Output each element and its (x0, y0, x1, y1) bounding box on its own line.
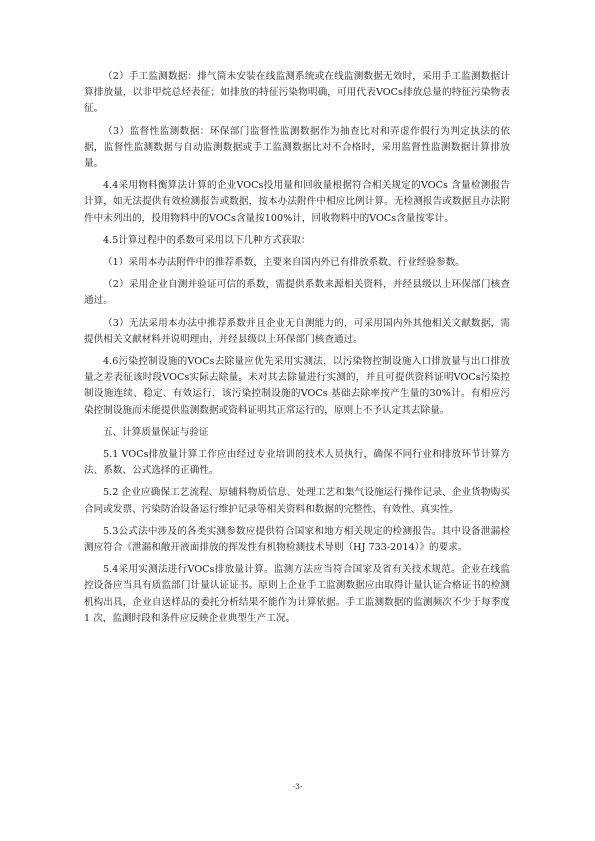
page-body (84, 69, 510, 633)
page-number: -3- (292, 782, 303, 791)
paragraph-5-2: 5.2 企业应确保工艺流程、原辅料物质信息、处理工艺和集气设施运行操作记录、企业货物购买合同或发票、污染防治设备运行维护记录等相关资料和数据的完整性、有效性、真实性。 (84, 487, 510, 515)
paragraph-5-1: 5.1 VOCs排放量计算工作应由经过专业培训的技术人员执行，确保不同行业和排放环节计算方法、系数、公式选择的正确性。 (84, 449, 510, 477)
paragraph-4-4: 4.4采用物料衡算法计算的企业VOCs投用量和回收量根据符合相关规定的VOCs 含量检测报告计算，如无法提供有效检测报告或数据，按本办法附件中相应比例计算。无检测报告或数据且办法附件中未列出的，投用物料中的VOCs含量按100%计，回收物料中的VOCs含量按零计。 (84, 180, 510, 224)
paragraph-4-5-item-3: （3）无法采用本办法中推荐系数并且企业无自测能力的，可采用国内外其他相关文献数据，需提供相关文献材料并说明理由，并经县级以上环保部门核查通过。 (84, 317, 510, 345)
section-heading: 五、计算质量保证与验证 (103, 426, 209, 438)
paragraph-supervisory-monitoring: （3）监督性监测数据：环保部门监督性监测数据作为抽查比对和弄虚作假行为判定执法的依据，监督性监测数据与自动监测数据或手工监测数据比对不合格时，采用监督性监测数据计算排放量。 (84, 125, 510, 170)
paragraph-4-5-item-2: （2）采用企业自测并验证可信的系数，需提供系数来源相关资料，并经县级以上环保部门核查通过。 (84, 279, 510, 307)
paragraph-5-4: 5.4采用实测法进行VOCs排放量计算。监测方法应当符合国家及省有关技术规范。企业在线监控设备应当具有质监部门计量认证证书。原则上企业手工监测数据应由取得计量认证合格证书的检测机构出具，企业自送样品的委托分析结果不能作为计算依据。手工监测数据的监测频次不少于每季度1 次，监测时段和条件应反映企业典型生产工况。 (84, 564, 510, 624)
paragraph-4-6: 4.6污染控制设施的VOCs去除量应优先采用实测法，以污染物控制设施入口排放量与出口排放量之差表征该时段VOCs实际去除量。未对其去除量进行实测的，并且可提供资料证明VOCs污染控制设施连续、稳定、有效运行，该污染控制设施的VOCs 基础去除率按产生量的30%计。有相应污染控制设施而未能提供监测数据或资料证明其正常运行的，原则上不予认定其去除量。 (84, 356, 510, 416)
paragraph-4-5: 4.5计算过程中的系数可采用以下几种方式获取： (103, 234, 311, 246)
paragraph-manual-monitoring: （2）手工监测数据：排气筒未安装在线监测系统或在线监测数据无效时，采用手工监测数据计算排放量，以非甲烷总烃表征；如排放的特征污染物明确，可用代表VOCs排放总量的特征污染物表征。 (84, 71, 510, 115)
paragraph-5-3: 5.3公式法中涉及的各类实测参数应提供符合国家和地方相关规定的检测报告。其中设备泄漏检测应符合《泄漏和敞开液面排放的挥发性有机物检测技术导则（HJ 733-2014）》的要求。 (84, 525, 510, 554)
paragraph-4-5-item-1: （1）采用本办法附件中的推荐系数，主要来自国内外已有排放系数、行业经验参数。 (103, 257, 465, 269)
